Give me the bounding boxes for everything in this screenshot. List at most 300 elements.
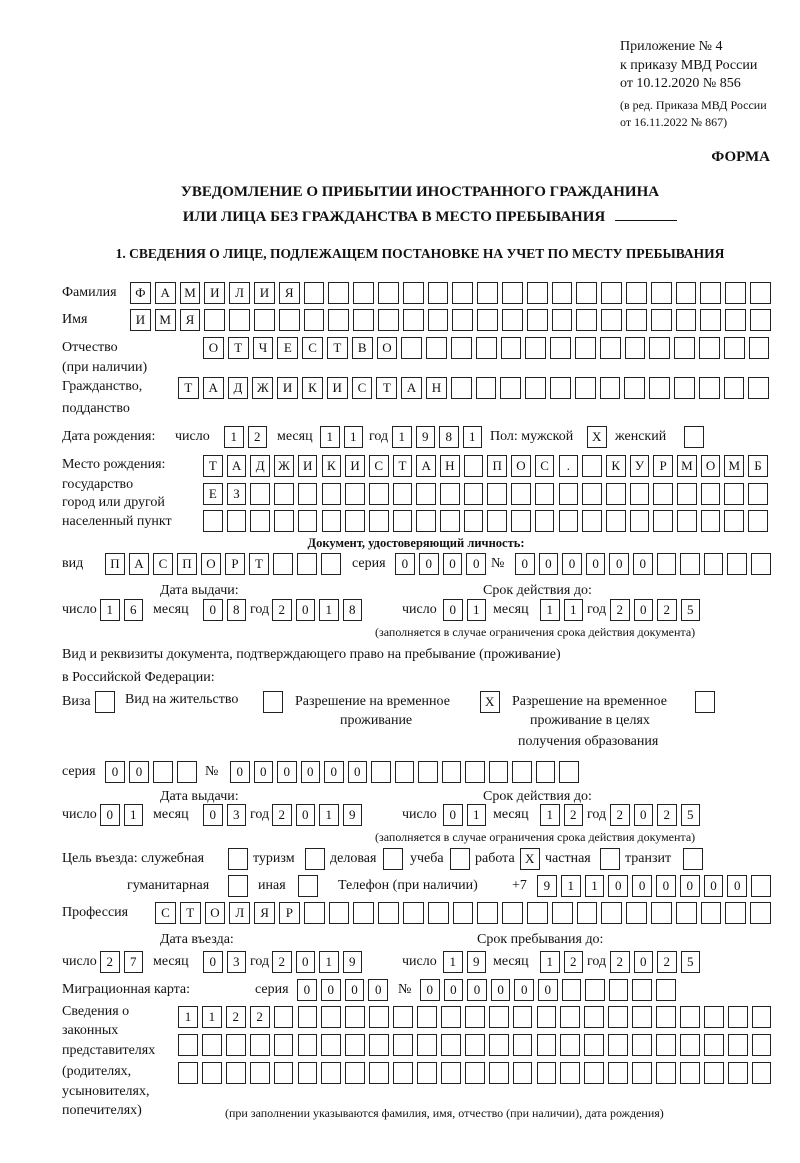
profession-field-cell[interactable] [552, 902, 573, 924]
migration-number-field-cell[interactable]: 0 [514, 979, 534, 1001]
id-doc-type-field-cell[interactable]: П [105, 553, 125, 575]
representatives-field-cell[interactable] [632, 1006, 652, 1028]
month-field-cell[interactable]: 1 [564, 599, 584, 621]
month-field-cell[interactable]: 0 [203, 599, 223, 621]
profession-field-cell[interactable] [378, 902, 399, 924]
purpose-work-checkbox-cell[interactable]: X [520, 848, 540, 870]
birthplace-field-cell[interactable] [582, 483, 602, 505]
name-field-cell[interactable] [304, 309, 325, 331]
migration-series-field-cell[interactable]: 0 [345, 979, 365, 1001]
patronymic-field-cell[interactable] [575, 337, 596, 359]
birthplace-field-cell[interactable]: А [416, 455, 436, 477]
residence-permit-checkbox-cell[interactable] [263, 691, 283, 713]
profession-field-cell[interactable] [527, 902, 548, 924]
patronymic-field-cell[interactable] [674, 337, 695, 359]
name-field-cell[interactable] [626, 309, 647, 331]
citizenship-field-cell[interactable]: Ж [252, 377, 273, 399]
migration-series-field-cell[interactable]: 0 [321, 979, 341, 1001]
birthplace-field-cell[interactable] [250, 510, 270, 532]
patronymic-field-cell[interactable]: В [352, 337, 373, 359]
birthplace-field-cell[interactable] [464, 455, 484, 477]
birthplace-field-cell[interactable]: О [701, 455, 721, 477]
id-doc-number-field-cell[interactable]: 0 [633, 553, 653, 575]
purpose-private-checkbox-cell[interactable] [600, 848, 620, 870]
year-field-cell[interactable]: 2 [272, 804, 292, 826]
year-field-cell[interactable]: 2 [657, 804, 677, 826]
day-field-cell[interactable]: 0 [443, 804, 463, 826]
id-doc-type-field-cell[interactable] [273, 553, 293, 575]
profession-field-cell[interactable] [428, 902, 449, 924]
representatives-field-cell[interactable] [393, 1034, 413, 1056]
representatives-field-cell[interactable] [584, 1034, 604, 1056]
name-field-cell[interactable] [378, 309, 399, 331]
birthplace-field-cell[interactable] [582, 510, 602, 532]
birthplace-field-cell[interactable]: . [559, 455, 579, 477]
representatives-field-cell[interactable] [250, 1034, 270, 1056]
year-field-cell[interactable]: 1 [319, 951, 339, 973]
birthplace-field-cell[interactable] [677, 483, 697, 505]
representatives-field-cell[interactable] [728, 1062, 748, 1084]
surname-field-cell[interactable]: Л [229, 282, 250, 304]
day-field-cell[interactable]: 9 [467, 951, 487, 973]
representatives-field-cell[interactable] [513, 1062, 533, 1084]
citizenship-field-cell[interactable]: Д [228, 377, 249, 399]
day-field-cell[interactable]: 1 [124, 804, 144, 826]
name-field-cell[interactable] [328, 309, 349, 331]
citizenship-field-cell[interactable] [748, 377, 769, 399]
profession-field-cell[interactable] [651, 902, 672, 924]
name-field-cell[interactable] [552, 309, 573, 331]
day-field-cell[interactable]: 6 [124, 599, 144, 621]
stay-doc-number-field-cell[interactable] [465, 761, 485, 783]
birthplace-field-cell[interactable] [630, 483, 650, 505]
birthplace-field-cell[interactable] [653, 510, 673, 532]
citizenship-field-cell[interactable]: Т [376, 377, 397, 399]
purpose-transit-checkbox-cell[interactable] [683, 848, 703, 870]
citizenship-field-cell[interactable]: Н [426, 377, 447, 399]
profession-field-cell[interactable] [403, 902, 424, 924]
patronymic-field-cell[interactable]: О [377, 337, 398, 359]
birthplace-field-cell[interactable] [511, 483, 531, 505]
phone-field-cell[interactable]: 9 [537, 875, 557, 897]
representatives-field-cell[interactable] [632, 1034, 652, 1056]
year-field-cell[interactable]: 0 [634, 951, 654, 973]
purpose-study-checkbox-cell[interactable] [450, 848, 470, 870]
month-field-cell[interactable]: 2 [564, 951, 584, 973]
id-doc-number-field-cell[interactable]: 0 [586, 553, 606, 575]
birthplace-field-cell[interactable] [606, 510, 626, 532]
birthplace-field-cell[interactable] [393, 483, 413, 505]
name-field-cell[interactable] [502, 309, 523, 331]
birth-year-field-cell[interactable]: 1 [463, 426, 483, 448]
birthplace-field-cell[interactable] [748, 510, 768, 532]
migration-series-field-cell[interactable]: 0 [368, 979, 388, 1001]
representatives-field-cell[interactable] [608, 1034, 628, 1056]
representatives-field-cell[interactable] [656, 1034, 676, 1056]
birthplace-field-cell[interactable] [322, 483, 342, 505]
day-field-cell[interactable]: 1 [467, 804, 487, 826]
year-field-cell[interactable]: 9 [343, 951, 363, 973]
month-field-cell[interactable]: 3 [227, 804, 247, 826]
stay-doc-number-field-cell[interactable]: 0 [277, 761, 297, 783]
citizenship-field-cell[interactable]: А [203, 377, 224, 399]
profession-field-cell[interactable] [626, 902, 647, 924]
patronymic-field-cell[interactable]: С [302, 337, 323, 359]
month-field-cell[interactable]: 3 [227, 951, 247, 973]
birthplace-field-cell[interactable] [511, 510, 531, 532]
id-doc-type-field-cell[interactable]: Р [225, 553, 245, 575]
id-doc-number-field-cell[interactable] [657, 553, 677, 575]
sex-female-checkbox-cell[interactable] [684, 426, 704, 448]
representatives-field-cell[interactable] [250, 1062, 270, 1084]
migration-number-field-cell[interactable] [632, 979, 652, 1001]
id-doc-number-field-cell[interactable]: 0 [515, 553, 535, 575]
stay-doc-number-field-cell[interactable]: 0 [348, 761, 368, 783]
id-doc-series-field-cell[interactable]: 0 [395, 553, 415, 575]
birthplace-field-cell[interactable]: М [677, 455, 697, 477]
representatives-field-cell[interactable] [728, 1006, 748, 1028]
birth-year-field-cell[interactable]: 8 [439, 426, 459, 448]
stay-doc-series-field-cell[interactable] [177, 761, 197, 783]
year-field-cell[interactable]: 5 [681, 599, 701, 621]
birthplace-field-cell[interactable] [416, 483, 436, 505]
month-field-cell[interactable]: 0 [203, 951, 223, 973]
birthplace-field-cell[interactable] [582, 455, 602, 477]
day-field-cell[interactable]: 1 [467, 599, 487, 621]
profession-field-cell[interactable] [676, 902, 697, 924]
representatives-field-cell[interactable] [274, 1006, 294, 1028]
surname-field-cell[interactable] [477, 282, 498, 304]
citizenship-field-cell[interactable] [575, 377, 596, 399]
id-doc-series-field-cell[interactable]: 0 [419, 553, 439, 575]
patronymic-field-cell[interactable] [550, 337, 571, 359]
citizenship-field-cell[interactable] [649, 377, 670, 399]
stay-doc-number-field-cell[interactable] [536, 761, 556, 783]
patronymic-field-cell[interactable] [426, 337, 447, 359]
id-doc-type-field-cell[interactable]: А [129, 553, 149, 575]
patronymic-field-cell[interactable] [724, 337, 745, 359]
citizenship-field-cell[interactable] [500, 377, 521, 399]
representatives-field-cell[interactable] [298, 1062, 318, 1084]
surname-field-cell[interactable] [725, 282, 746, 304]
representatives-field-cell[interactable] [752, 1006, 772, 1028]
representatives-field-cell[interactable] [608, 1062, 628, 1084]
citizenship-field-cell[interactable] [674, 377, 695, 399]
birthplace-field-cell[interactable] [487, 510, 507, 532]
representatives-field-cell[interactable]: 2 [250, 1006, 270, 1028]
year-field-cell[interactable]: 0 [296, 804, 316, 826]
name-field-cell[interactable] [403, 309, 424, 331]
phone-field-cell[interactable]: 0 [608, 875, 628, 897]
citizenship-field-cell[interactable] [724, 377, 745, 399]
migration-number-field-cell[interactable] [609, 979, 629, 1001]
profession-field-cell[interactable] [453, 902, 474, 924]
id-doc-series-field-cell[interactable]: 0 [466, 553, 486, 575]
name-field-cell[interactable] [725, 309, 746, 331]
birthplace-field-cell[interactable] [369, 510, 389, 532]
sex-male-checkbox-cell[interactable]: X [587, 426, 607, 448]
month-field-cell[interactable]: 1 [540, 804, 560, 826]
patronymic-field-cell[interactable] [600, 337, 621, 359]
representatives-field-cell[interactable] [560, 1034, 580, 1056]
birthplace-field-cell[interactable]: Д [250, 455, 270, 477]
phone-field-cell[interactable]: 0 [656, 875, 676, 897]
surname-field-cell[interactable] [676, 282, 697, 304]
birthplace-field-cell[interactable] [535, 483, 555, 505]
representatives-field-cell[interactable] [704, 1034, 724, 1056]
surname-field-cell[interactable]: А [155, 282, 176, 304]
migration-number-field-cell[interactable]: 0 [491, 979, 511, 1001]
birthplace-field-cell[interactable]: Е [203, 483, 223, 505]
representatives-field-cell[interactable] [489, 1006, 509, 1028]
phone-field-cell[interactable]: 0 [727, 875, 747, 897]
birth-day-field-cell[interactable]: 1 [224, 426, 244, 448]
representatives-field-cell[interactable] [537, 1006, 557, 1028]
surname-field-cell[interactable] [750, 282, 771, 304]
birthplace-field-cell[interactable]: М [724, 455, 744, 477]
representatives-field-cell[interactable] [321, 1034, 341, 1056]
representatives-field-cell[interactable] [345, 1034, 365, 1056]
birthplace-field-cell[interactable] [416, 510, 436, 532]
representatives-field-cell[interactable] [178, 1062, 198, 1084]
profession-field-cell[interactable]: Т [180, 902, 201, 924]
representatives-field-cell[interactable] [274, 1062, 294, 1084]
representatives-field-cell[interactable] [680, 1006, 700, 1028]
representatives-field-cell[interactable] [298, 1006, 318, 1028]
purpose-tourism-checkbox-cell[interactable] [305, 848, 325, 870]
profession-field-cell[interactable]: С [155, 902, 176, 924]
patronymic-field-cell[interactable] [401, 337, 422, 359]
name-field-cell[interactable] [229, 309, 250, 331]
birthplace-field-cell[interactable]: И [345, 455, 365, 477]
birthplace-field-cell[interactable] [606, 483, 626, 505]
year-field-cell[interactable]: 2 [610, 804, 630, 826]
birthplace-field-cell[interactable]: У [630, 455, 650, 477]
name-field-cell[interactable]: Я [180, 309, 201, 331]
representatives-field-cell[interactable] [202, 1034, 222, 1056]
representatives-field-cell[interactable] [632, 1062, 652, 1084]
name-field-cell[interactable]: И [130, 309, 151, 331]
year-field-cell[interactable]: 2 [272, 951, 292, 973]
birthplace-field-cell[interactable]: Т [393, 455, 413, 477]
birthplace-field-cell[interactable] [227, 510, 247, 532]
surname-field-cell[interactable] [502, 282, 523, 304]
year-field-cell[interactable]: 2 [610, 951, 630, 973]
birthplace-field-cell[interactable] [535, 510, 555, 532]
birthplace-field-cell[interactable] [701, 483, 721, 505]
birthplace-field-cell[interactable] [440, 483, 460, 505]
month-field-cell[interactable]: 0 [203, 804, 223, 826]
name-field-cell[interactable] [750, 309, 771, 331]
name-field-cell[interactable] [651, 309, 672, 331]
profession-field-cell[interactable]: Л [229, 902, 250, 924]
representatives-field-cell[interactable] [345, 1006, 365, 1028]
purpose-business-checkbox-cell[interactable] [383, 848, 403, 870]
stay-doc-number-field-cell[interactable] [395, 761, 415, 783]
year-field-cell[interactable]: 0 [634, 804, 654, 826]
representatives-field-cell[interactable]: 1 [178, 1006, 198, 1028]
stay-doc-number-field-cell[interactable]: 0 [324, 761, 344, 783]
patronymic-field-cell[interactable] [749, 337, 770, 359]
id-doc-series-field-cell[interactable]: 0 [443, 553, 463, 575]
year-field-cell[interactable]: 1 [319, 599, 339, 621]
representatives-field-cell[interactable] [560, 1006, 580, 1028]
citizenship-field-cell[interactable] [525, 377, 546, 399]
citizenship-field-cell[interactable]: Т [178, 377, 199, 399]
representatives-field-cell[interactable] [513, 1006, 533, 1028]
representatives-field-cell[interactable] [584, 1006, 604, 1028]
profession-field-cell[interactable] [304, 902, 325, 924]
representatives-field-cell[interactable] [704, 1062, 724, 1084]
profession-field-cell[interactable] [750, 902, 771, 924]
stay-doc-number-field-cell[interactable] [442, 761, 462, 783]
migration-number-field-cell[interactable] [585, 979, 605, 1001]
surname-field-cell[interactable]: Я [279, 282, 300, 304]
citizenship-field-cell[interactable]: И [277, 377, 298, 399]
birthplace-field-cell[interactable]: П [487, 455, 507, 477]
surname-field-cell[interactable] [328, 282, 349, 304]
id-doc-type-field-cell[interactable] [321, 553, 341, 575]
citizenship-field-cell[interactable] [699, 377, 720, 399]
representatives-field-cell[interactable] [274, 1034, 294, 1056]
name-field-cell[interactable] [700, 309, 721, 331]
birth-year-field-cell[interactable]: 9 [416, 426, 436, 448]
id-doc-number-field-cell[interactable] [751, 553, 771, 575]
id-doc-type-field-cell[interactable]: С [153, 553, 173, 575]
month-field-cell[interactable]: 1 [540, 951, 560, 973]
representatives-field-cell[interactable] [489, 1034, 509, 1056]
day-field-cell[interactable]: 0 [100, 804, 120, 826]
patronymic-field-cell[interactable] [525, 337, 546, 359]
name-field-cell[interactable]: М [155, 309, 176, 331]
birthplace-field-cell[interactable] [274, 483, 294, 505]
id-doc-type-field-cell[interactable] [297, 553, 317, 575]
id-doc-number-field-cell[interactable] [727, 553, 747, 575]
surname-field-cell[interactable] [626, 282, 647, 304]
stay-doc-number-field-cell[interactable] [489, 761, 509, 783]
phone-field-cell[interactable]: 1 [561, 875, 581, 897]
temp-residence-checkbox-cell[interactable]: X [480, 691, 500, 713]
day-field-cell[interactable]: 0 [443, 599, 463, 621]
representatives-field-cell[interactable] [752, 1062, 772, 1084]
birthplace-field-cell[interactable] [274, 510, 294, 532]
patronymic-field-cell[interactable] [699, 337, 720, 359]
patronymic-field-cell[interactable] [625, 337, 646, 359]
representatives-field-cell[interactable] [465, 1034, 485, 1056]
representatives-field-cell[interactable] [202, 1062, 222, 1084]
day-field-cell[interactable]: 1 [443, 951, 463, 973]
birth-year-field-cell[interactable]: 1 [392, 426, 412, 448]
representatives-field-cell[interactable] [489, 1062, 509, 1084]
purpose-other-checkbox-cell[interactable] [298, 875, 318, 897]
birthplace-field-cell[interactable] [440, 510, 460, 532]
year-field-cell[interactable]: 2 [657, 951, 677, 973]
id-doc-number-field-cell[interactable]: 0 [609, 553, 629, 575]
surname-field-cell[interactable] [576, 282, 597, 304]
id-doc-number-field-cell[interactable]: 0 [539, 553, 559, 575]
profession-field-cell[interactable] [329, 902, 350, 924]
birthplace-field-cell[interactable] [298, 483, 318, 505]
citizenship-field-cell[interactable] [624, 377, 645, 399]
surname-field-cell[interactable] [452, 282, 473, 304]
representatives-field-cell[interactable] [441, 1034, 461, 1056]
citizenship-field-cell[interactable] [550, 377, 571, 399]
representatives-field-cell[interactable] [321, 1062, 341, 1084]
representatives-field-cell[interactable] [465, 1006, 485, 1028]
surname-field-cell[interactable]: М [180, 282, 201, 304]
representatives-field-cell[interactable] [226, 1062, 246, 1084]
profession-field-cell[interactable] [725, 902, 746, 924]
name-field-cell[interactable] [254, 309, 275, 331]
year-field-cell[interactable]: 5 [681, 804, 701, 826]
birthplace-field-cell[interactable] [724, 483, 744, 505]
stay-doc-number-field-cell[interactable] [371, 761, 391, 783]
representatives-field-cell[interactable] [417, 1006, 437, 1028]
representatives-field-cell[interactable] [393, 1006, 413, 1028]
surname-field-cell[interactable] [700, 282, 721, 304]
name-field-cell[interactable] [428, 309, 449, 331]
representatives-field-cell[interactable] [537, 1062, 557, 1084]
visa-checkbox-cell[interactable] [95, 691, 115, 713]
profession-field-cell[interactable] [601, 902, 622, 924]
profession-field-cell[interactable]: Р [279, 902, 300, 924]
representatives-field-cell[interactable] [656, 1006, 676, 1028]
phone-field-cell[interactable]: 1 [585, 875, 605, 897]
surname-field-cell[interactable] [428, 282, 449, 304]
profession-field-cell[interactable] [353, 902, 374, 924]
representatives-field-cell[interactable] [298, 1034, 318, 1056]
birthplace-field-cell[interactable]: А [227, 455, 247, 477]
year-field-cell[interactable]: 5 [681, 951, 701, 973]
representatives-field-cell[interactable] [608, 1006, 628, 1028]
birthplace-field-cell[interactable]: С [535, 455, 555, 477]
patronymic-field-cell[interactable]: О [203, 337, 224, 359]
migration-number-field-cell[interactable]: 0 [444, 979, 464, 1001]
birthplace-field-cell[interactable] [322, 510, 342, 532]
representatives-field-cell[interactable] [369, 1062, 389, 1084]
surname-field-cell[interactable] [378, 282, 399, 304]
birthplace-field-cell[interactable] [653, 483, 673, 505]
patronymic-field-cell[interactable] [649, 337, 670, 359]
birthplace-field-cell[interactable]: К [606, 455, 626, 477]
patronymic-field-cell[interactable]: Ч [253, 337, 274, 359]
month-field-cell[interactable]: 8 [227, 599, 247, 621]
representatives-field-cell[interactable] [369, 1034, 389, 1056]
migration-number-field-cell[interactable]: 0 [538, 979, 558, 1001]
citizenship-field-cell[interactable]: И [327, 377, 348, 399]
representatives-field-cell[interactable] [441, 1006, 461, 1028]
birthplace-field-cell[interactable] [630, 510, 650, 532]
citizenship-field-cell[interactable]: А [401, 377, 422, 399]
stay-doc-number-field-cell[interactable] [512, 761, 532, 783]
stay-doc-number-field-cell[interactable]: 0 [301, 761, 321, 783]
birthplace-field-cell[interactable] [203, 510, 223, 532]
stay-doc-number-field-cell[interactable]: 0 [230, 761, 250, 783]
phone-field-cell[interactable]: 0 [632, 875, 652, 897]
phone-field-cell[interactable]: 0 [704, 875, 724, 897]
birthplace-field-cell[interactable] [559, 510, 579, 532]
representatives-field-cell[interactable]: 1 [202, 1006, 222, 1028]
migration-series-field-cell[interactable]: 0 [297, 979, 317, 1001]
place-of-stay-blank[interactable] [615, 206, 677, 221]
year-field-cell[interactable]: 2 [657, 599, 677, 621]
profession-field-cell[interactable] [502, 902, 523, 924]
year-field-cell[interactable]: 2 [610, 599, 630, 621]
representatives-field-cell[interactable] [560, 1062, 580, 1084]
patronymic-field-cell[interactable] [476, 337, 497, 359]
id-doc-type-field-cell[interactable]: Т [249, 553, 269, 575]
id-doc-number-field-cell[interactable] [680, 553, 700, 575]
